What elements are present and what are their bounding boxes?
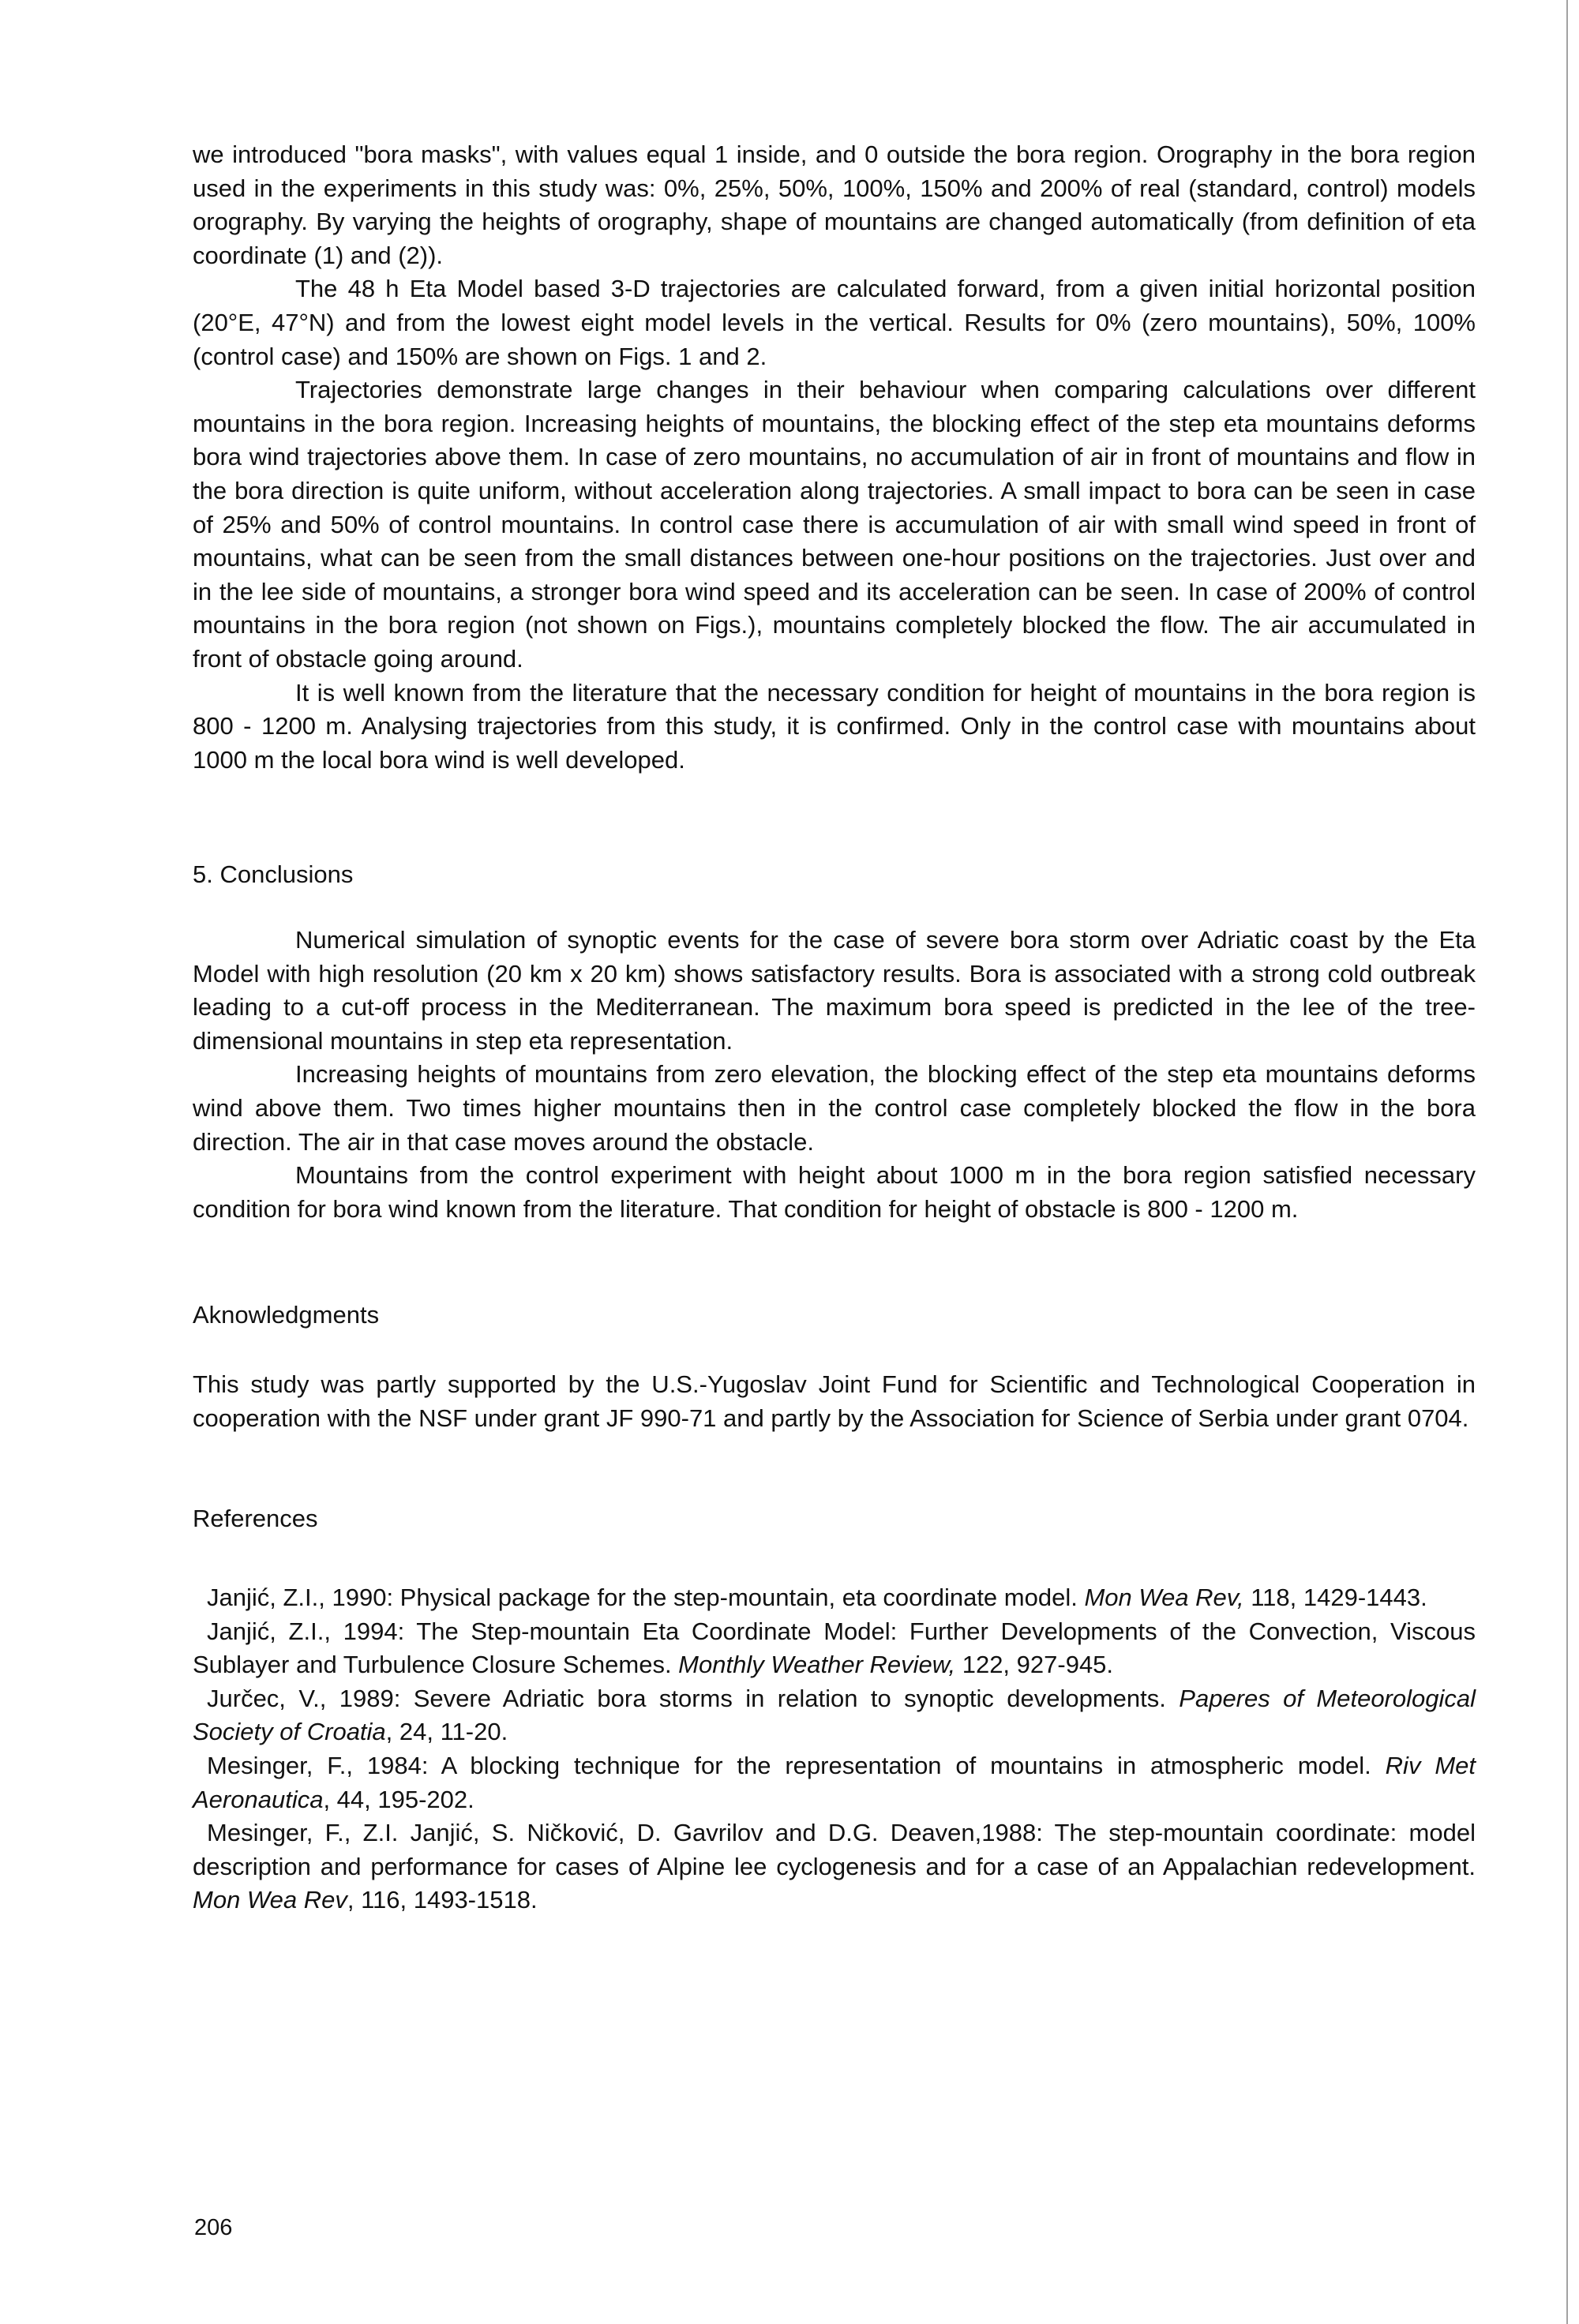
reference-journal: Monthly Weather Review, xyxy=(678,1651,956,1679)
reference-text: Janjić, Z.I., 1990: Physical package for the step-mountain, eta coordinate model. xyxy=(207,1584,1085,1611)
reference-item xyxy=(193,1749,1476,1816)
acknowledgments-text xyxy=(193,1368,1476,1435)
scan-page-edge xyxy=(1566,0,1568,2324)
reference-text: Mesinger, F., 1984: A blocking technique for the representation of mountains in atmospheric model. xyxy=(207,1751,1386,1779)
references-list xyxy=(193,1581,1476,1917)
reference-volume: , 116, 1493-1518. xyxy=(347,1886,538,1914)
acknowledgments-heading: Aknowledgments xyxy=(193,1301,380,1329)
reference-volume: , 24, 11-20. xyxy=(385,1718,508,1746)
reference-journal: Mon Wea Rev xyxy=(193,1886,347,1914)
reference-item xyxy=(193,1682,1476,1749)
reference-volume: , 44, 195-202. xyxy=(323,1785,474,1813)
reference-journal: Paperes of Meteorological Society of Croatia xyxy=(193,1684,1476,1746)
paragraph: This study was partly supported by the U.S.-Yugoslav Joint Fund for Scientific and Technological Cooperation in cooperation with the NSF under grant JF 990-71 and partly by the Association for Science of Serbia under grant 0704. xyxy=(193,1370,1476,1432)
reference-volume: 122, 927-945. xyxy=(955,1651,1114,1679)
reference-item xyxy=(193,1615,1476,1682)
page-number: 206 xyxy=(194,2215,233,2240)
reference-text: Mesinger, F., Z.I. Janjić, S. Ničković, D. Gavrilov and D.G. Deaven,1988: The step-mountain coordinate: model description and performance for cases of Alpine lee cyclogenesis and for a case of an Appalachian redevelopment. xyxy=(193,1819,1476,1880)
paragraph: Trajectories demonstrate large changes in their behaviour when comparing calculations over different mountains in the bora region. Increasing heights of mountains, the blocking effect of the step eta mountains deforms bora wind trajectories above them. In case of zero mountains, no accumulation of air in front of mountains and flow in the bora direction is quite uniform, without acceleration along trajectories. A small impact to bora can be seen in case of 25% and 50% of control mountains. In control case there is accumulation of air with small wind speed in front of mountains, what can be seen from the small distances between one-hour positions on the trajectories. Just over and in the lee side of mountains, a stronger bora wind speed and its acceleration can be seen. In case of 200% of control mountains in the bora region (not shown on Figs.), mountains completely blocked the flow. The air accumulated in front of obstacle going around. xyxy=(193,376,1476,673)
reference-volume: 118, 1429-1443. xyxy=(1243,1584,1427,1611)
references-heading: References xyxy=(193,1505,318,1532)
paragraph: It is well known from the literature that the necessary condition for height of mountains in the bora region is 800 - 1200 m. Analysing trajectories from this study, it is confirmed. Only in the control case with mountains about 1000 m the local bora wind is well developed. xyxy=(193,678,1476,774)
conclusions-text xyxy=(193,924,1476,1226)
reference-item xyxy=(193,1816,1476,1917)
paragraph: Mountains from the control experiment with height about 1000 m in the bora region satisfied necessary condition for bora wind known from the literature. That condition for height of obstacle is 800 - 1200 m. xyxy=(193,1161,1476,1223)
reference-journal: Mon Wea Rev, xyxy=(1084,1584,1244,1611)
conclusions-heading: 5. Conclusions xyxy=(193,860,354,888)
paragraph: Numerical simulation of synoptic events for the case of severe bora storm over Adriatic coast by the Eta Model with high resolution (20 km x 20 km) shows satisfactory results. Bora is associated with a strong cold outbreak leading to a cut-off process in the Mediterranean. The maximum bora speed is predicted in the lee of the tree-dimensional mountains in step eta representation. xyxy=(193,926,1476,1055)
paragraph: we introduced "bora masks", with values equal 1 inside, and 0 outside the bora region. Orography in the bora region used in the experiments in this study was: 0%, 25%, 50%, 100%, 150% and 200% of real (standard, control) models orography. By varying the heights of orography, shape of mountains are changed automatically (from definition of eta coordinate (1) and (2)). xyxy=(193,141,1476,269)
reference-text: Janjić, Z.I., 1994: The Step-mountain Eta Coordinate Model: Further Developments of the Convection, Viscous Sublayer and Turbulence Closure Schemes. xyxy=(193,1617,1476,1679)
reference-item xyxy=(193,1581,1476,1615)
body-text xyxy=(193,138,1476,777)
reference-journal: Riv Met Aeronautica xyxy=(193,1751,1476,1813)
reference-text: Jurčec, V., 1989: Severe Adriatic bora storms in relation to synoptic developments. xyxy=(207,1684,1180,1712)
paragraph: Increasing heights of mountains from zero elevation, the blocking effect of the step eta mountains deforms wind above them. Two times higher mountains then in the control case completely blocked the flow in the bora direction. The air in that case moves around the obstacle. xyxy=(193,1060,1476,1156)
paragraph: The 48 h Eta Model based 3-D trajectories are calculated forward, from a given initial horizontal position (20°E, 47°N) and from the lowest eight model levels in the vertical. Results for 0% (zero mountains), 50%, 100% (control case) and 150% are shown on Figs. 1 and 2. xyxy=(193,275,1476,370)
